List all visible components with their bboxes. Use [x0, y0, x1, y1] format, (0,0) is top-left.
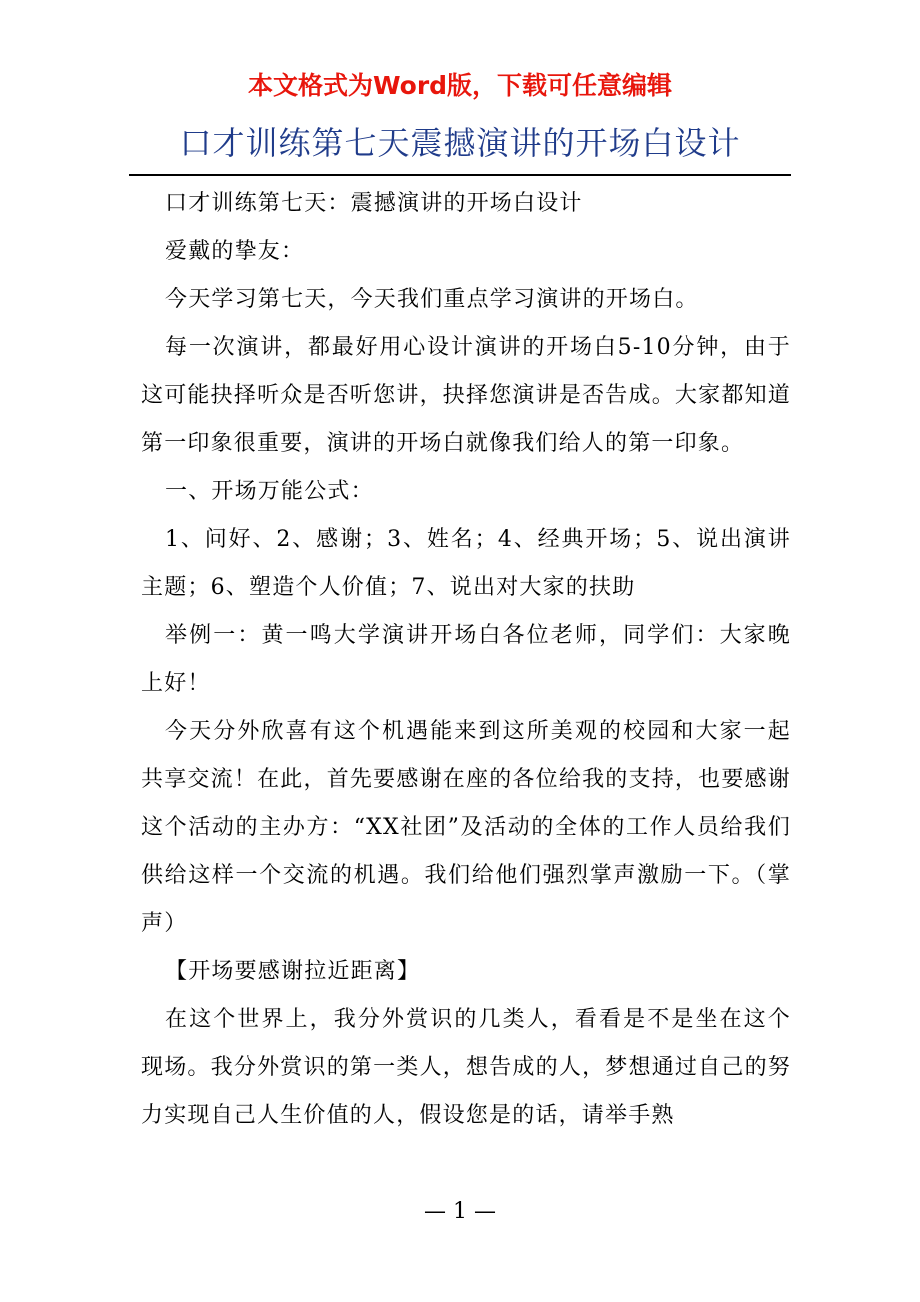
paragraph-first-impression: 每一次演讲，都最好用心设计演讲的开场白5-10分钟，由于这可能抉择听众是否听您讲，抉择您演讲是否告成。大家都知道第一印象很重要，演讲的开场白就像我们给人的第一印象。 [141, 335, 791, 456]
title-divider [129, 174, 791, 176]
paragraph-example-one: 举例一：黄一鸣大学演讲开场白各位老师，同学们：大家晚上好！ [141, 623, 791, 696]
document-body [141, 180, 791, 1140]
paragraph-appreciation: 在这个世界上，我分外赏识的几类人，看看是不是坐在这个现场。我分外赏识的第一类人，想告成的人，梦想通过自己的努力实现自己人生价值的人，假设您是的话，请举手熟 [141, 1007, 791, 1128]
document-title: 口才训练第七天震撼演讲的开场白设计 [179, 124, 741, 162]
paragraph-bracket-heading: 【开场要感谢拉近距离】 [165, 959, 421, 984]
paragraph-section-heading: 一、开场万能公式： [165, 479, 374, 504]
paragraph-formula-list: 1、问好、2、感谢；3、姓名；4、经典开场；5、说出演讲主题；6、塑造个人价值；7、说出对大家的扶助 [141, 527, 791, 600]
page-number: — 1 — [424, 1199, 496, 1224]
paragraph-thanks: 今天分外欣喜有这个机遇能来到这所美观的校园和大家一起共享交流！在此，首先要感谢在座的各位给我的支持，也要感谢这个活动的主办方：“XX社团”及活动的全体的工作人员给我们供给这样一个交流的机遇。我们给他们强烈掌声激励一下。（掌声） [141, 719, 791, 936]
word-format-banner: 本文格式为Word版，下载可任意编辑 [247, 71, 673, 100]
paragraph-subtitle: 口才训练第七天：震撼演讲的开场白设计 [165, 191, 583, 216]
paragraph-salutation: 爱戴的挚友： [165, 239, 305, 264]
paragraph-intro: 今天学习第七天，今天我们重点学习演讲的开场白。 [165, 287, 699, 312]
